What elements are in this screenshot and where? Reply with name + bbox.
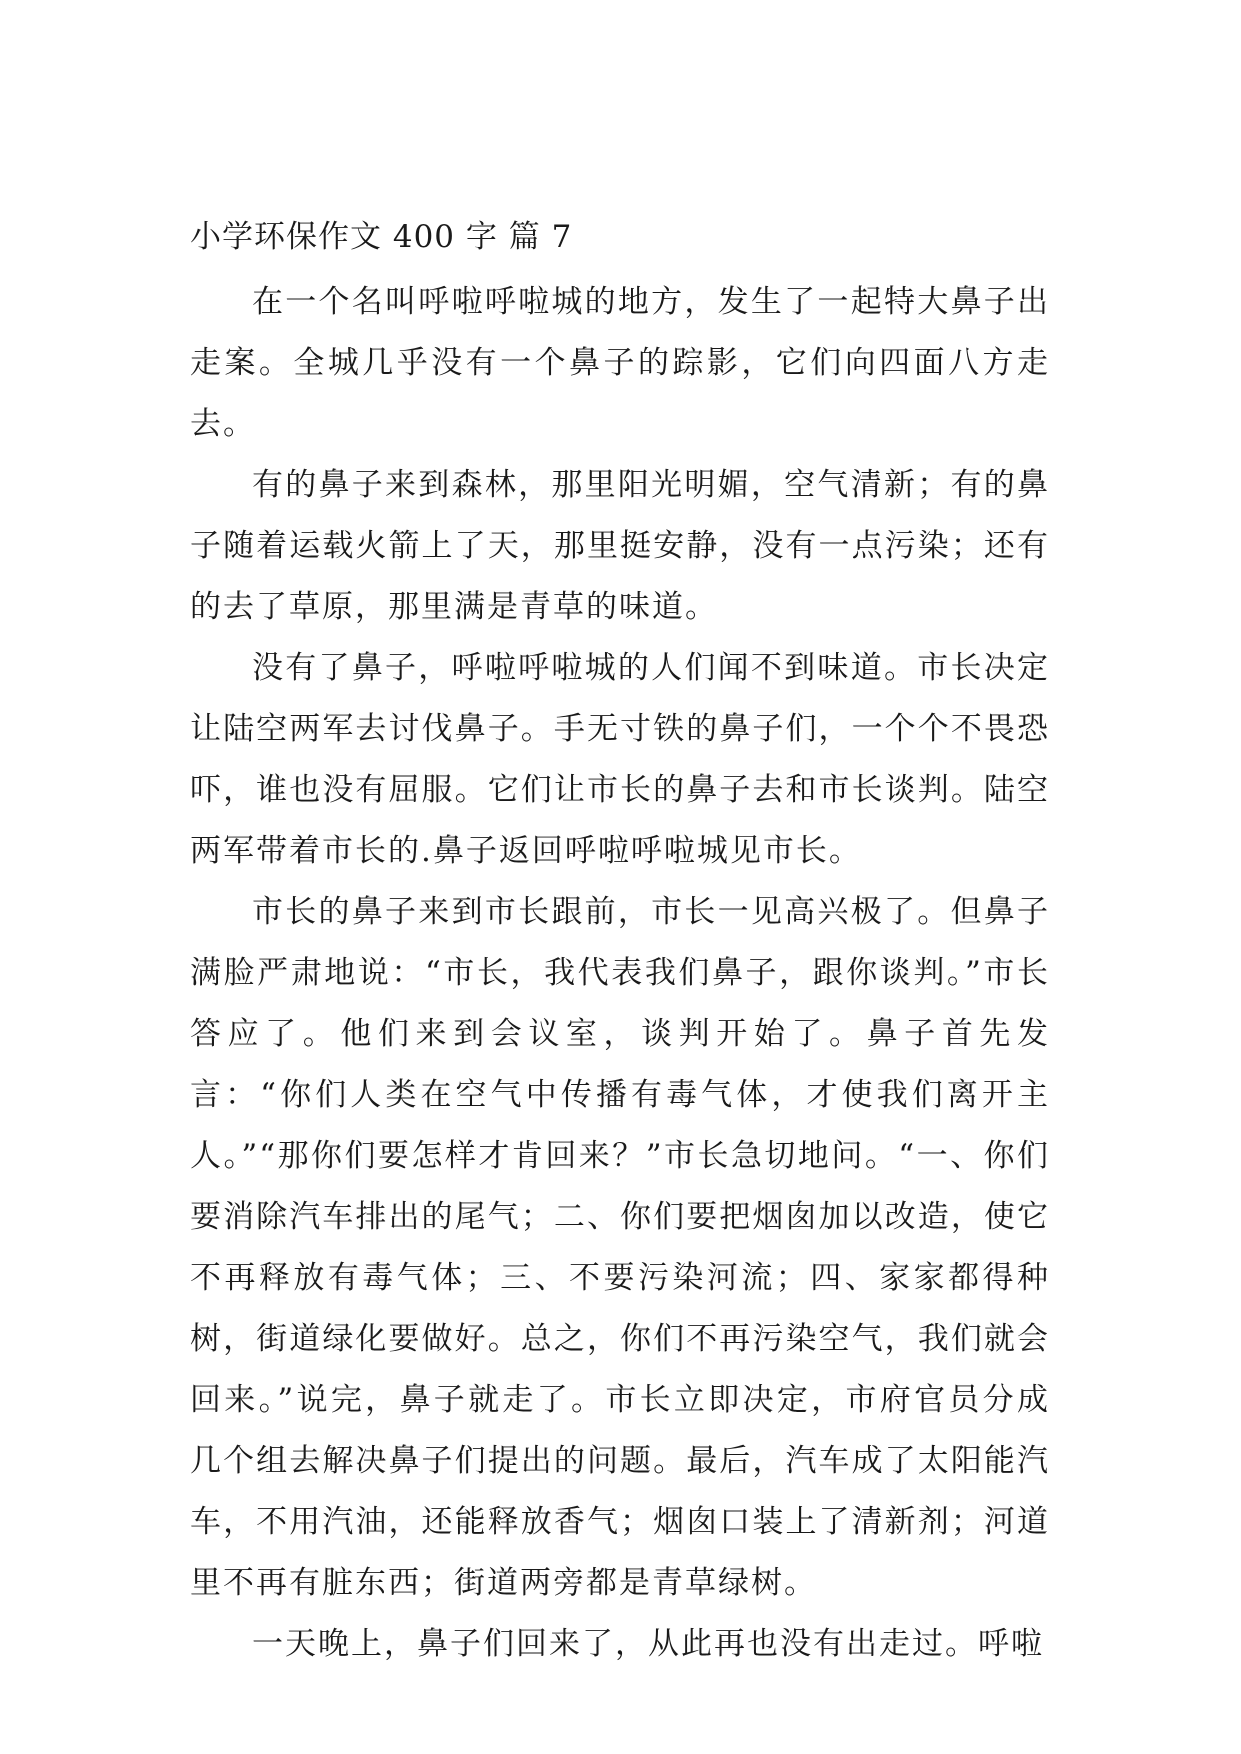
paragraph-4: 市长的鼻子来到市长跟前，市长一见高兴极了。但鼻子满脸严肃地说：“市长，我代表我们鼻子，跟你谈判。”市长答应了。他们来到会议室，谈判开始了。鼻子首先发言：“你们人类在空气中传播有毒气体，才使我们离开主人。”“那你们要怎样才肯回来？”市长急切地问。“一、你们要消除汽车排出的尾气；二、你们要把烟囱加以改造，使它不再释放有毒气体；三、不要污染河流；四、家家都得种树，街道绿化要做好。总之，你们不再污染空气，我们就会回来。”说完，鼻子就走了。市长立即决定，市府官员分成几个组去解决鼻子们提出的问题。最后，汽车成了太阳能汽车，不用汽油，还能释放香气；烟囱口装上了清新剂；河道里不再有脏东西；街道两旁都是青草绿树。 <box>190 894 1050 1601</box>
paragraph-2: 有的鼻子来到森林，那里阳光明媚，空气清新；有的鼻子随着运载火箭上了天，那里挺安静，没有一点污染；还有的去了草原，那里满是青草的味道。 <box>190 467 1050 625</box>
essay-title: 小学环保作文 400 字 篇 7 <box>190 219 573 255</box>
document-page <box>190 210 1050 1675</box>
paragraph-5: 一天晚上，鼻子们回来了，从此再也没有出走过。呼啦 <box>252 1626 1044 1662</box>
paragraph-3: 没有了鼻子，呼啦呼啦城的人们闻不到味道。市长决定让陆空两军去讨伐鼻子。手无寸铁的鼻子们，一个个不畏恐吓，谁也没有屈服。它们让市长的鼻子去和市长谈判。陆空两军带着市长的.鼻子返回呼啦呼啦城见市长。 <box>190 650 1050 869</box>
paragraph-1: 在一个名叫呼啦呼啦城的地方，发生了一起特大鼻子出走案。全城几乎没有一个鼻子的踪影，它们向四面八方走去。 <box>190 284 1050 442</box>
